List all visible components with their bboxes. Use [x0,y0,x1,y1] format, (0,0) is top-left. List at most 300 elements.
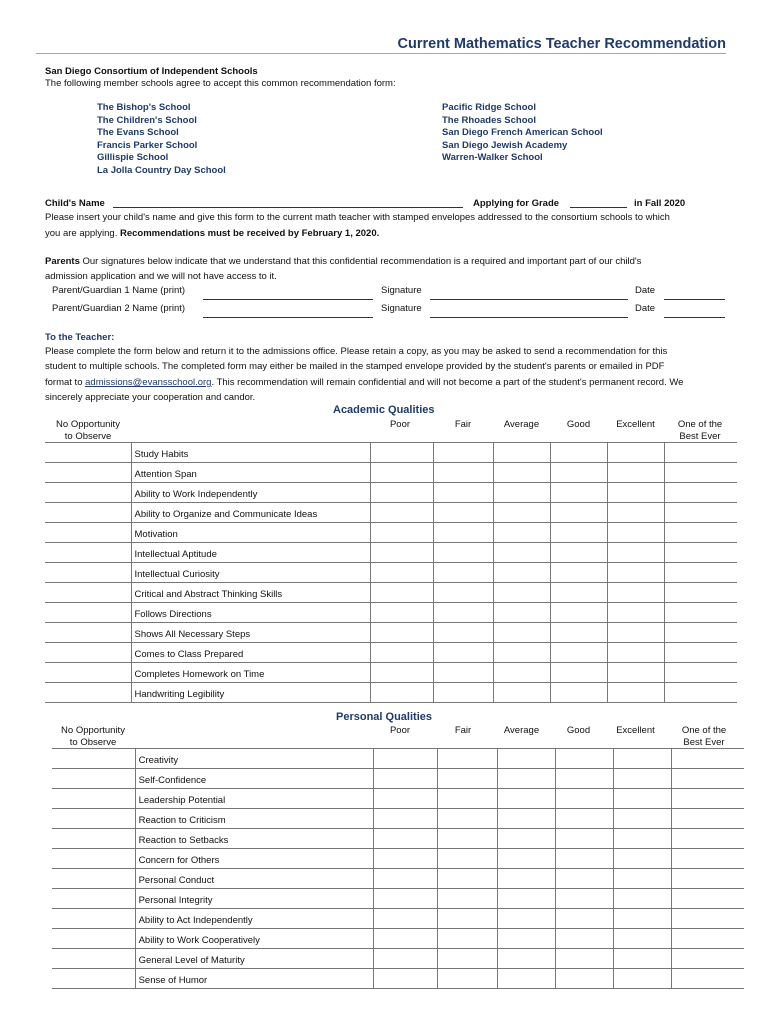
quality-label: Leadership Potential [135,789,373,809]
header-line: No Opportunity [56,419,120,430]
rating-cell[interactable] [373,909,437,929]
quality-label: Sense of Humor [135,969,373,989]
admissions-email-link[interactable]: admissions@evansschool.org [85,377,212,388]
rating-cell[interactable] [373,809,437,829]
rating-cell[interactable] [52,769,135,789]
rating-cell[interactable] [550,523,607,543]
rating-cell[interactable] [493,523,550,543]
rating-cell[interactable] [433,643,493,663]
rating-cell[interactable] [664,643,737,663]
academic-no-opportunity-header [47,419,129,443]
quality-label: General Level of Maturity [135,949,373,969]
rating-cell[interactable] [607,463,664,483]
rating-cell[interactable] [45,463,131,483]
personal-average-header: Average [503,725,540,736]
rating-cell[interactable] [498,809,556,829]
quality-label: Creativity [135,749,373,769]
rating-cell[interactable] [664,603,737,623]
rating-cell[interactable] [45,623,131,643]
title-divider [36,53,726,54]
rating-cell[interactable] [370,523,433,543]
rating-cell[interactable] [437,869,498,889]
rating-cell[interactable] [370,603,433,623]
quality-label: Self-Confidence [135,769,373,789]
rating-cell[interactable] [556,929,614,949]
school-list-left [97,102,226,177]
guardian2-date-label: Date [635,303,656,314]
rating-cell[interactable] [52,829,135,849]
personal-poor-header: Poor [389,725,411,736]
rating-cell[interactable] [437,889,498,909]
header-line: to Observe [69,737,117,748]
rating-cell[interactable] [370,503,433,523]
rating-cell[interactable] [613,909,671,929]
rating-cell[interactable] [45,663,131,683]
rating-cell[interactable] [437,849,498,869]
rating-cell[interactable] [664,683,737,703]
child-instruction-2 [45,226,379,242]
quality-label: Ability to Organize and Communicate Ideas [131,503,370,523]
teacher-line-1: Please complete the form below and return it to the admissions office. Please retain a copy, as you may be asked to send a recommendation for this [45,346,668,357]
rating-row [45,463,737,483]
school-name: Pacific Ridge School [442,102,536,113]
rating-cell[interactable] [613,769,671,789]
rating-cell[interactable] [607,643,664,663]
school-name: The Rhoades School [442,114,536,126]
rating-cell[interactable] [52,749,135,769]
rating-cell[interactable] [607,563,664,583]
rating-cell[interactable] [613,949,671,969]
rating-cell[interactable] [613,889,671,909]
rating-cell[interactable] [370,683,433,703]
guardian2-signature-label: Signature [381,303,422,314]
rating-row [45,603,737,623]
rating-cell[interactable] [373,889,437,909]
rating-row [45,563,737,583]
rating-cell[interactable] [671,829,744,849]
rating-cell[interactable] [671,969,744,989]
rating-cell[interactable] [607,483,664,503]
header-line: One of the [677,419,723,430]
rating-cell[interactable] [45,683,131,703]
rating-cell[interactable] [550,683,607,703]
rating-cell[interactable] [550,603,607,623]
personal-ratings-table [52,748,744,989]
teacher-line-2: student to multiple schools. The completed form may either be mailed in the stamped envelope provided by the student's parents or emailed in PDF [45,361,665,372]
rating-cell[interactable] [433,523,493,543]
rating-cell[interactable] [613,829,671,849]
teacher-line-3-end: . This recommendation will remain confidential and will not become a part of the student's permanent record. We [211,377,684,388]
rating-cell[interactable] [373,929,437,949]
school-name: The Evans School [97,127,179,138]
rating-cell[interactable] [45,643,131,663]
rating-cell[interactable] [607,683,664,703]
rating-cell[interactable] [437,749,498,769]
rating-cell[interactable] [607,623,664,643]
rating-row [52,889,744,909]
rating-cell[interactable] [437,769,498,789]
guardian2-date-field[interactable] [664,306,725,318]
academic-best-ever-header [664,419,736,443]
rating-cell[interactable] [498,849,556,869]
personal-no-opportunity-header [52,725,134,749]
rating-cell[interactable] [613,969,671,989]
teacher-line-3 [45,375,683,391]
rating-cell[interactable] [433,443,493,463]
rating-cell[interactable] [437,969,498,989]
rating-cell[interactable] [370,663,433,683]
rating-cell[interactable] [498,929,556,949]
rating-row [52,789,744,809]
rating-cell[interactable] [556,829,614,849]
rating-row [45,663,737,683]
rating-cell[interactable] [607,663,664,683]
rating-row [45,543,737,563]
rating-cell[interactable] [613,849,671,869]
header-line: Best Ever [679,431,721,442]
rating-cell[interactable] [671,789,744,809]
guardian2-label: Parent/Guardian 2 Name (print) [52,303,186,314]
rating-cell[interactable] [45,603,131,623]
parents-statement-1 [45,254,641,270]
rating-cell[interactable] [45,443,131,463]
quality-label: Follows Directions [131,603,370,623]
teacher-line-3-start: format to [45,377,86,388]
rating-row [45,523,737,543]
guardian1-date-field[interactable] [664,288,725,300]
rating-cell[interactable] [373,769,437,789]
rating-cell[interactable] [373,849,437,869]
rating-cell[interactable] [433,683,493,703]
quality-label: Reaction to Criticism [135,809,373,829]
rating-cell[interactable] [433,583,493,603]
academic-average-header: Average [503,419,540,430]
quality-label: Concern for Others [135,849,373,869]
rating-cell[interactable] [52,969,135,989]
rating-cell[interactable] [671,769,744,789]
school-name: The Children's School [97,114,197,126]
quality-label: Reaction to Setbacks [135,829,373,849]
rating-cell[interactable] [664,543,737,563]
rating-cell[interactable] [45,583,131,603]
rating-cell[interactable] [556,949,614,969]
rating-cell[interactable] [550,583,607,603]
rating-cell[interactable] [493,563,550,583]
school-name: Warren-Walker School [442,152,543,163]
guardian1-name-field[interactable] [203,288,373,300]
rating-cell[interactable] [607,443,664,463]
rating-cell[interactable] [550,543,607,563]
rating-cell[interactable] [370,543,433,563]
rating-cell[interactable] [664,483,737,503]
rating-cell[interactable] [52,869,135,889]
rating-cell[interactable] [493,583,550,603]
rating-cell[interactable] [671,929,744,949]
school-name: La Jolla Country Day School [97,164,226,176]
academic-ratings-table [45,442,737,703]
rating-cell[interactable] [373,949,437,969]
academic-good-header: Good [566,419,591,430]
header-line: One of the [681,725,727,736]
parents-lead: Parents [45,256,80,267]
rating-row [52,769,744,789]
rating-cell[interactable] [493,663,550,683]
rating-cell[interactable] [493,543,550,563]
quality-label: Personal Integrity [135,889,373,909]
quality-label: Ability to Work Cooperatively [135,929,373,949]
rating-cell[interactable] [671,809,744,829]
rating-cell[interactable] [52,809,135,829]
school-name: Francis Parker School [97,139,198,151]
rating-cell[interactable] [433,543,493,563]
rating-cell[interactable] [370,443,433,463]
rating-cell[interactable] [370,623,433,643]
rating-cell[interactable] [373,869,437,889]
rating-cell[interactable] [493,683,550,703]
teacher-line-4: sincerely appreciate your cooperation and candor. [45,392,256,403]
rating-cell[interactable] [433,603,493,623]
grade-field[interactable] [570,197,627,208]
rating-cell[interactable] [550,503,607,523]
quality-label: Completes Homework on Time [131,663,370,683]
rating-cell[interactable] [607,603,664,623]
rating-cell[interactable] [556,909,614,929]
school-name: San Diego Jewish Academy [442,139,568,151]
academic-fair-header: Fair [454,419,472,430]
rating-cell[interactable] [671,909,744,929]
rating-cell[interactable] [613,789,671,809]
rating-cell[interactable] [370,463,433,483]
rating-cell[interactable] [671,889,744,909]
rating-cell[interactable] [550,643,607,663]
rating-cell[interactable] [671,849,744,869]
rating-cell[interactable] [607,543,664,563]
intro-subtitle: The following member schools agree to accept this common recommendation form: [45,78,396,89]
rating-cell[interactable] [556,769,614,789]
rating-cell[interactable] [498,789,556,809]
child-instruction-1: Please insert your child's name and give this form to the current math teacher with stamped envelopes addressed to the consortium schools to which [45,212,670,223]
rating-cell[interactable] [370,583,433,603]
guardian2-signature-field[interactable] [430,306,628,318]
rating-cell[interactable] [613,929,671,949]
rating-cell[interactable] [664,583,737,603]
rating-row [52,809,744,829]
rating-cell[interactable] [373,749,437,769]
rating-cell[interactable] [433,503,493,523]
academic-heading: Academic Qualities [333,404,435,416]
rating-cell[interactable] [493,643,550,663]
rating-cell[interactable] [613,809,671,829]
school-name: Gillispie School [97,152,169,163]
rating-row [45,623,737,643]
quality-label: Shows All Necessary Steps [131,623,370,643]
page-title: Current Mathematics Teacher Recommendation [397,36,726,52]
rating-cell[interactable] [498,869,556,889]
grade-label: Applying for Grade [473,198,560,209]
quality-label: Ability to Act Independently [135,909,373,929]
rating-cell[interactable] [52,789,135,809]
rating-cell[interactable] [370,483,433,503]
guardian1-date-label: Date [635,285,656,296]
rating-row [52,829,744,849]
rating-cell[interactable] [493,463,550,483]
quality-label: Study Habits [131,443,370,463]
rating-cell[interactable] [613,869,671,889]
rating-cell[interactable] [45,563,131,583]
rating-cell[interactable] [493,443,550,463]
rating-cell[interactable] [671,869,744,889]
rating-cell[interactable] [556,889,614,909]
rating-cell[interactable] [493,483,550,503]
child-name-field[interactable] [113,197,463,208]
rating-cell[interactable] [556,789,614,809]
rating-cell[interactable] [671,749,744,769]
rating-cell[interactable] [498,889,556,909]
rating-cell[interactable] [550,443,607,463]
rating-cell[interactable] [437,809,498,829]
rating-cell[interactable] [52,889,135,909]
consortium-name: San Diego Consortium of Independent Schools [45,66,258,77]
rating-cell[interactable] [607,523,664,543]
rating-row [52,969,744,989]
fall-label: in Fall 2020 [634,198,686,209]
quality-label: Intellectual Curiosity [131,563,370,583]
personal-excellent-header: Excellent [616,725,655,736]
quality-label: Attention Span [131,463,370,483]
rating-cell[interactable] [556,869,614,889]
rating-cell[interactable] [664,623,737,643]
personal-good-header: Good [566,725,591,736]
rating-cell[interactable] [370,563,433,583]
rating-cell[interactable] [556,969,614,989]
quality-label: Ability to Work Independently [131,483,370,503]
rating-cell[interactable] [498,969,556,989]
rating-cell[interactable] [433,563,493,583]
rating-cell[interactable] [45,523,131,543]
rating-cell[interactable] [493,503,550,523]
rating-cell[interactable] [373,789,437,809]
rating-cell[interactable] [52,909,135,929]
rating-row [52,909,744,929]
rating-row [45,503,737,523]
rating-cell[interactable] [664,443,737,463]
rating-cell[interactable] [52,949,135,969]
rating-cell[interactable] [45,543,131,563]
quality-label: Intellectual Aptitude [131,543,370,563]
rating-cell[interactable] [437,949,498,969]
guardian2-name-field[interactable] [203,306,373,318]
rating-cell[interactable] [493,623,550,643]
rating-row [52,869,744,889]
school-name: The Bishop's School [97,102,191,113]
rating-cell[interactable] [550,483,607,503]
rating-cell[interactable] [556,809,614,829]
rating-cell[interactable] [493,603,550,623]
rating-cell[interactable] [498,769,556,789]
rating-cell[interactable] [52,849,135,869]
rating-cell[interactable] [550,623,607,643]
rating-row [45,443,737,463]
rating-cell[interactable] [613,749,671,769]
header-line: Best Ever [683,737,725,748]
rating-cell[interactable] [52,929,135,949]
guardian1-label: Parent/Guardian 1 Name (print) [52,285,186,296]
rating-row [52,849,744,869]
rating-cell[interactable] [45,483,131,503]
rating-cell[interactable] [550,663,607,683]
rating-cell[interactable] [437,909,498,929]
personal-fair-header: Fair [454,725,472,736]
rating-cell[interactable] [498,829,556,849]
personal-best-ever-header [668,725,740,749]
parents-text: Our signatures below indicate that we understand that this confidential recommendation is a required and important part of our child's [79,256,642,267]
rating-cell[interactable] [498,949,556,969]
deadline-text: Recommendations must be received by February 1, 2020. [120,228,380,239]
rating-cell[interactable] [664,663,737,683]
school-list-right [442,102,603,165]
rating-cell[interactable] [433,663,493,683]
rating-cell[interactable] [550,463,607,483]
guardian1-signature-field[interactable] [430,288,628,300]
rating-row [45,643,737,663]
parents-statement-2: admission application and we will not have access to it. [45,271,277,282]
rating-cell[interactable] [550,563,607,583]
rating-cell[interactable] [370,643,433,663]
rating-cell[interactable] [437,929,498,949]
rating-cell[interactable] [373,829,437,849]
rating-cell[interactable] [433,623,493,643]
rating-row [52,949,744,969]
quality-label: Comes to Class Prepared [131,643,370,663]
rating-cell[interactable] [45,503,131,523]
rating-row [45,583,737,603]
rating-cell[interactable] [664,503,737,523]
instruction-text: you are applying. [45,228,118,239]
rating-cell[interactable] [607,583,664,603]
rating-cell[interactable] [437,789,498,809]
rating-cell[interactable] [664,523,737,543]
rating-cell[interactable] [664,563,737,583]
rating-cell[interactable] [433,483,493,503]
rating-row [52,749,744,769]
academic-excellent-header: Excellent [616,419,655,430]
quality-label: Critical and Abstract Thinking Skills [131,583,370,603]
personal-heading: Personal Qualities [336,711,432,723]
header-line: to Observe [64,431,112,442]
quality-label: Handwriting Legibility [131,683,370,703]
rating-cell[interactable] [556,849,614,869]
rating-row [45,683,737,703]
header-line: No Opportunity [61,725,125,736]
academic-poor-header: Poor [389,419,411,430]
quality-label: Motivation [131,523,370,543]
teacher-heading: To the Teacher: [45,332,115,343]
rating-cell[interactable] [671,949,744,969]
rating-cell[interactable] [498,909,556,929]
rating-cell[interactable] [498,749,556,769]
quality-label: Personal Conduct [135,869,373,889]
rating-cell[interactable] [373,969,437,989]
rating-row [52,929,744,949]
rating-cell[interactable] [556,749,614,769]
child-name-label: Child's Name [45,198,105,209]
rating-cell[interactable] [437,829,498,849]
guardian1-signature-label: Signature [381,285,422,296]
rating-cell[interactable] [607,503,664,523]
rating-cell[interactable] [433,463,493,483]
rating-cell[interactable] [664,463,737,483]
rating-row [45,483,737,503]
